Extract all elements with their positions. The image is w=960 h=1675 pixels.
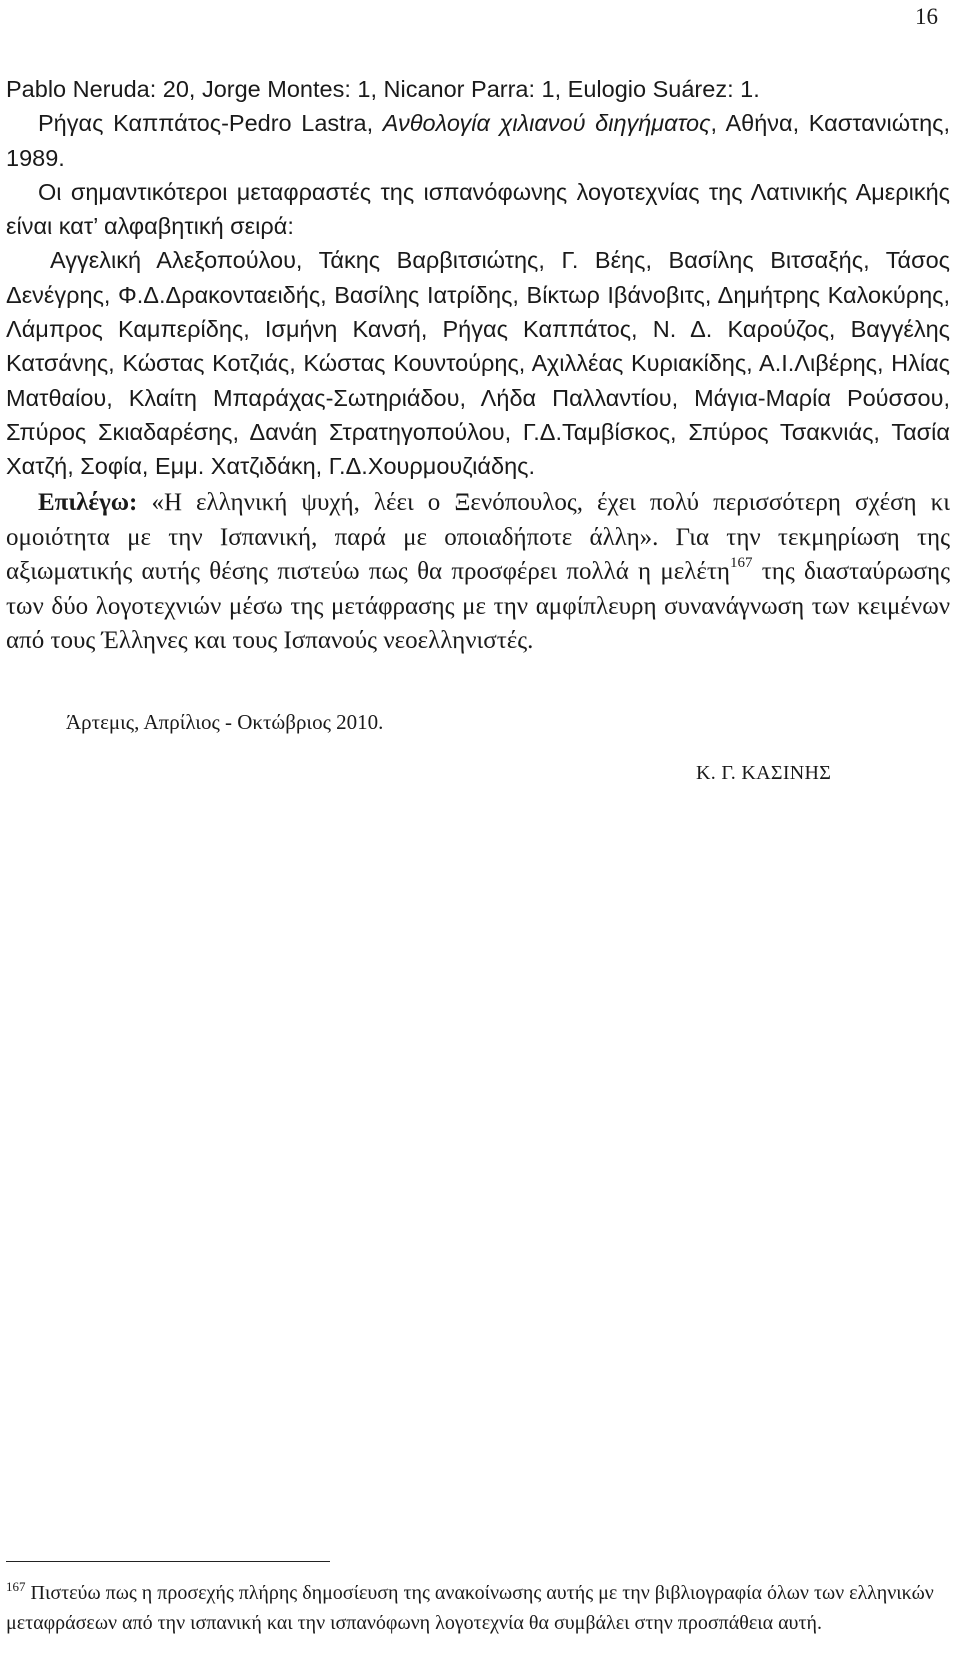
author-signature: Κ. Γ. ΚΑΣΙΝΗΣ xyxy=(696,762,832,784)
translator-counts-line: Pablo Neruda: 20, Jorge Montes: 1, Nicanor Parra: 1, Eulogio Suárez: 1. xyxy=(6,76,760,102)
translators-list: Αγγελική Αλεξοπούλου, Τάκης Βαρβιτσιώτης, Γ. Βέης, Βασίλης Βιτσαξής, Τάσος Δενέγρης, Φ.Δ.Δρακονταειδής, Βασίλης Ιατρίδης, Βίκτωρ Ιβάνοβιτς, Δημήτρης Καλοκύρης, Λάμπρος Καμπερίδης, Ισμήνη Κανσή, Ρήγας Καππάτος, Ν. Δ. Καρούζος, Βαγγέλης Κατσάνης, Κώστας Κοτζιάς, Κώστας Κουντούρης, Αχιλλέας Κυριακίδης, Α.Ι.Λιβέρης, Ηλίας Ματθαίου, Κλαίτη Μπαράχας-Σωτηριάδου, Λήδα Παλλαντίου, Μάγια-Μαρία Ρούσσου, Σπύρος Σκιαδαρέσης, Δανάη Στρατηγοπούλου, Γ.Δ.Ταμβίσκος, Σπύρος Τσακνιάς, Τασία Χατζή, Σοφία, Εμμ. Χατζιδάκη, Γ.Δ.Χουρμουζιάδης. xyxy=(6,247,950,480)
translators-intro: Οι σημαντικότεροι μεταφραστές της ισπανόφωνης λογοτεχνίας της Λατινικής Αμερικής είναι κατ’ αλφαβητική σειρά: xyxy=(6,178,950,240)
epilogue-lead: Επιλέγω: xyxy=(38,489,138,516)
anthology-title: Ανθολογία χιλιανού διηγήματος xyxy=(382,110,711,137)
anthology-suffix: , Αθήνα, Καστανιώτης, 1989. xyxy=(6,110,950,171)
page-number: 16 xyxy=(915,4,938,29)
translations-section xyxy=(6,72,950,484)
anthology-reference xyxy=(6,106,950,175)
footnote xyxy=(6,1578,950,1638)
epilogue-text-after-note: της διασταύρωσης των δύο λογοτεχνιών μέσω της μετάφρασης με την αμφίπλευρη συνανάγνωση των κειμένων από τους Έλληνες και τους Ισπανούς νεοελληνιστές. xyxy=(6,558,950,654)
footnote-number: 167 xyxy=(6,1579,26,1594)
epilogue-paragraph xyxy=(6,486,950,659)
epilogue-section xyxy=(6,486,950,659)
footnote-divider xyxy=(6,1561,330,1562)
epilogue-text-before-note: «Η ελληνική ψυχή, λέει ο Ξενόπουλος, έχει πολύ περισσότερη σχέση κι ομοιότητα με την Ισπανική, παρά με οποιαδήποτε άλλη». Για την τεκμηρίωση της αξιωματικής αυτής θέσης πιστεύω πως θα προσφέρει πολλά η μελέτη xyxy=(6,489,950,585)
footnote-reference: 167 xyxy=(730,555,753,571)
footnote-text: Πιστεύω πως η προσεχής πλήρης δημοσίευση της ανακοίνωσης αυτής με την βιβλιογραφία όλων των ελληνικών μεταφράσεων από την ισπανική και την ισπανόφωνη λογοτεχνία θα συμβάλει στην προσπάθεια αυτή. xyxy=(6,1582,934,1634)
closing-date: Άρτεμις, Απρίλιος - Οκτώβριος 2010. xyxy=(66,710,384,734)
anthology-prefix: Ρήγας Καππάτος-Pedro Lastra, xyxy=(38,110,383,137)
